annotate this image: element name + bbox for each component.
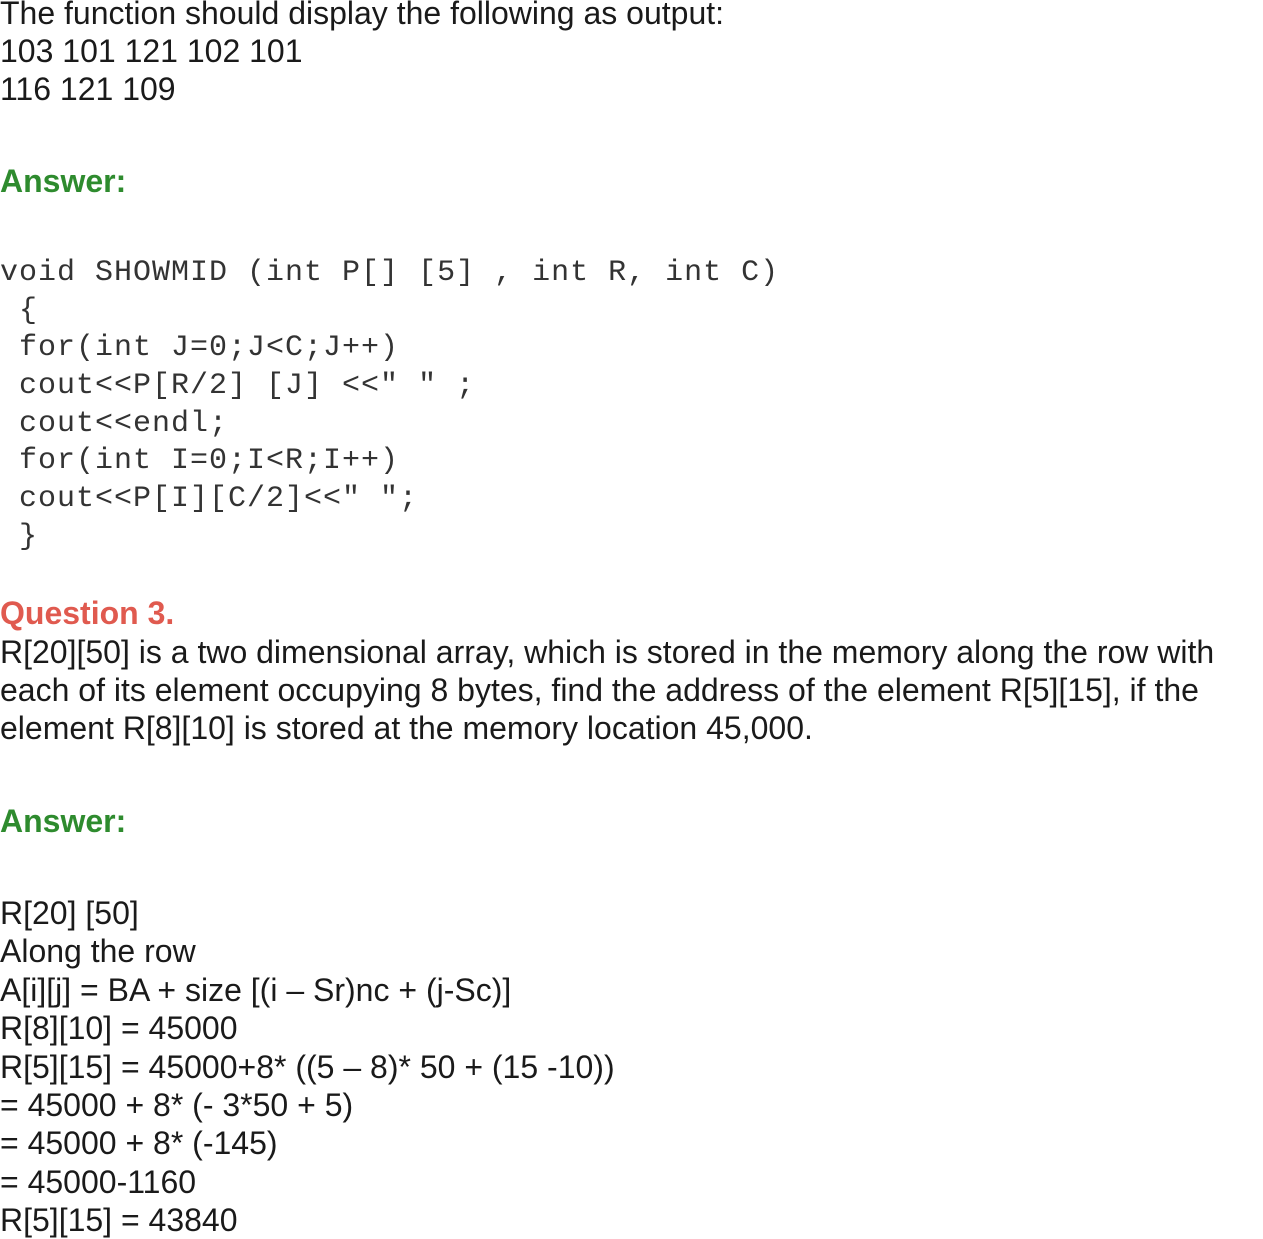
answer-heading-1: Answer: (0, 163, 127, 199)
question-text-line-3: element R[8][10] is stored at the memory location 45,000. (0, 710, 813, 746)
question-text-line-2: each of its element occupying 8 bytes, find the address of the element R[5][15], if the (0, 672, 1199, 708)
code-line-6: for(int I=0;I<R;I++) (0, 444, 400, 478)
code-line-4: cout<<P[R/2] [J] <<" " ; (0, 369, 476, 403)
solution-line-4: R[8][10] = 45000 (0, 1010, 238, 1046)
code-line-7: cout<<P[I][C/2]<<" "; (0, 482, 419, 516)
code-line-2: { (0, 294, 39, 328)
question-text-line-1: R[20][50] is a two dimensional array, which is stored in the memory along the row with (0, 634, 1215, 670)
solution-line-5: R[5][15] = 45000+8* ((5 – 8)* 50 + (15 -10)) (0, 1049, 615, 1085)
code-line-8: } (0, 520, 39, 554)
code-line-5: cout<<endl; (0, 407, 229, 441)
solution-line-7: = 45000 + 8* (-145) (0, 1125, 278, 1161)
output-line-2: 116 121 109 (0, 71, 176, 107)
solution-line-2: Along the row (0, 933, 196, 969)
question-heading: Question 3. (0, 595, 175, 631)
solution-line-1: R[20] [50] (0, 895, 139, 931)
output-line-1: 103 101 121 102 101 (0, 33, 303, 69)
solution-line-8: = 45000-1160 (0, 1164, 197, 1200)
code-line-3: for(int J=0;J<C;J++) (0, 331, 400, 365)
code-line-1: void SHOWMID (int P[] [5] , int R, int C) (0, 256, 780, 290)
solution-line-3: A[i][j] = BA + size [(i – Sr)nc + (j-Sc)] (0, 972, 512, 1008)
intro-lead-text: The function should display the following as output: (0, 0, 725, 31)
solution-line-6: = 45000 + 8* (- 3*50 + 5) (0, 1087, 354, 1123)
answer-heading-2: Answer: (0, 803, 127, 839)
solution-line-9: R[5][15] = 43840 (0, 1202, 238, 1238)
